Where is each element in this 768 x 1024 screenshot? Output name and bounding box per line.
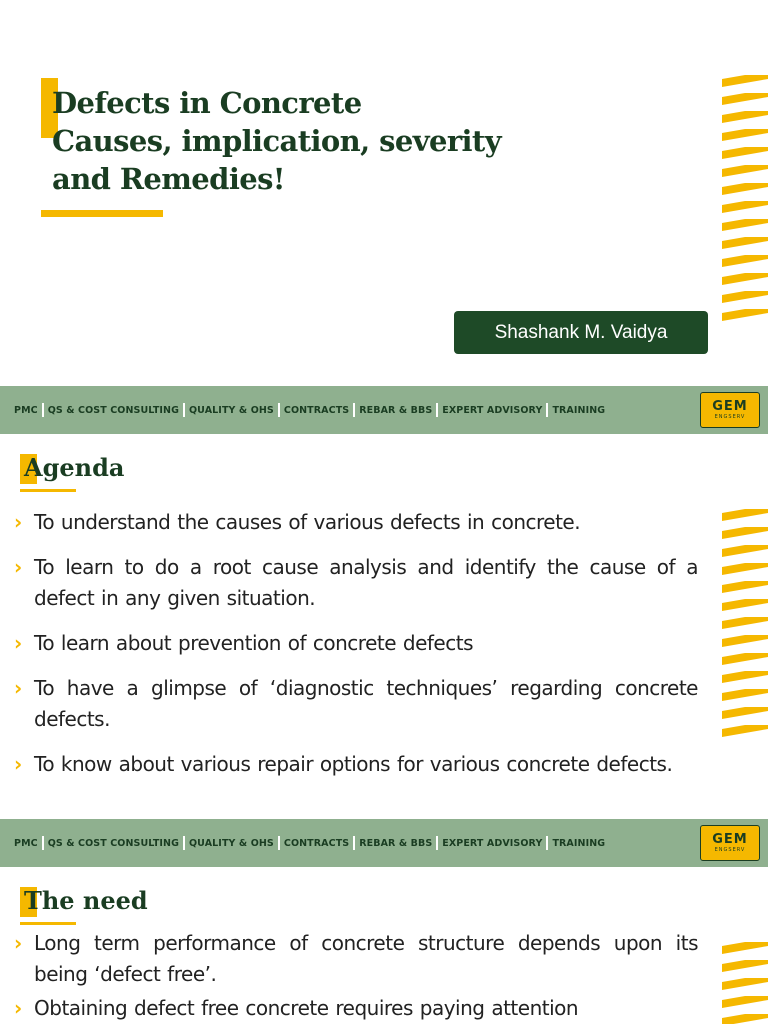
chevron-stripe-icon [722, 1014, 768, 1024]
band-separator [183, 836, 185, 850]
chevron-stripe-icon [722, 960, 768, 972]
logo-subtext: ENGSERV [714, 414, 746, 420]
bullet-text: To know about various repair options for various concrete defects. [34, 752, 673, 776]
bullet-text: To understand the causes of various defects in concrete. [34, 510, 581, 534]
title-line-2: Causes, implication, severity [52, 124, 501, 158]
chevron-stripe-icon [722, 617, 768, 629]
chevron-stripe-icon [722, 689, 768, 701]
heading-underline [20, 489, 76, 492]
chevron-stripe-icon [722, 129, 768, 141]
service-item: QUALITY & OHS [189, 404, 274, 416]
chevron-stripe-icon [722, 581, 768, 593]
band-separator [436, 836, 438, 850]
service-item: QS & COST CONSULTING [47, 837, 179, 849]
company-logo [700, 825, 760, 861]
bullet-item [14, 673, 698, 735]
bullet-text: To learn about prevention of concrete defects [34, 631, 473, 655]
chevron-right-icon: › [14, 510, 22, 534]
band-separator [353, 836, 355, 850]
logo-text: GEM [712, 832, 748, 847]
chevron-stripe-icon [722, 707, 768, 719]
services-list [14, 819, 605, 867]
bullet-item [14, 928, 698, 990]
service-item: QS & COST CONSULTING [47, 404, 179, 416]
services-band [0, 386, 768, 434]
title-underline [41, 210, 163, 217]
chevron-stripe-icon [722, 291, 768, 303]
bullet-item [14, 749, 698, 780]
band-separator [546, 403, 548, 417]
chevron-stripe-icon [722, 147, 768, 159]
chevron-stripe-icon [722, 653, 768, 665]
logo-subtext: ENGSERV [714, 847, 746, 853]
chevron-stripe-icon [722, 978, 768, 990]
chevron-stripe-icon [722, 725, 768, 737]
chevron-stripe-icon [722, 93, 768, 105]
title-line-3: and Remedies! [52, 162, 285, 196]
chevron-right-icon: › [14, 931, 22, 955]
service-item: REBAR & BBS [359, 837, 433, 849]
chevron-stripe-icon [722, 75, 768, 87]
chevron-stripe-icon [722, 509, 768, 521]
chevron-stripe-icon [722, 309, 768, 321]
service-item: PMC [14, 404, 38, 416]
band-separator [42, 836, 44, 850]
chevron-stripe-icon [722, 671, 768, 683]
service-item: CONTRACTS [283, 404, 350, 416]
chevron-stripe-icon [722, 273, 768, 285]
chevron-stripe-icon [722, 996, 768, 1008]
band-separator [183, 403, 185, 417]
bullet-item [14, 993, 698, 1024]
agenda-heading: Agenda [24, 453, 125, 482]
chevron-right-icon: › [14, 555, 22, 579]
bullet-text: Obtaining defect free concrete requires paying attention [34, 996, 579, 1020]
service-item: QUALITY & OHS [189, 837, 274, 849]
chevron-stripe-icon [722, 255, 768, 267]
chevron-right-icon: › [14, 752, 22, 776]
bullet-text: To have a glimpse of ‘diagnostic techniques’ regarding concrete defects. [34, 676, 698, 731]
chevron-stripe-icon [722, 527, 768, 539]
chevron-stripe-icon [722, 545, 768, 557]
agenda-bullets [14, 507, 698, 794]
company-logo [700, 392, 760, 428]
chevron-stripe-icon [722, 201, 768, 213]
chevron-stripe-icon [722, 942, 768, 954]
band-separator [278, 836, 280, 850]
chevron-stripe-icon [722, 219, 768, 231]
title-line-1: Defects in Concrete [52, 86, 362, 120]
service-item: TRAINING [552, 837, 606, 849]
services-list [14, 386, 605, 434]
chevron-right-icon: › [14, 631, 22, 655]
heading-underline [20, 922, 76, 925]
bullet-item [14, 552, 698, 614]
bullet-item [14, 507, 698, 538]
need-slide [0, 867, 768, 1024]
service-item: CONTRACTS [283, 837, 350, 849]
chevron-stripe-icon [722, 563, 768, 575]
band-separator [353, 403, 355, 417]
chevron-stripe-icon [722, 237, 768, 249]
band-separator [278, 403, 280, 417]
chevron-stripe-icon [722, 599, 768, 611]
chevron-stripe-icon [722, 183, 768, 195]
chevron-stripes-decoration [722, 942, 768, 1024]
bullet-text: To learn to do a root cause analysis and identify the cause of a defect in any given situation. [34, 555, 698, 610]
agenda-slide [0, 434, 768, 818]
band-separator [546, 836, 548, 850]
chevron-right-icon: › [14, 676, 22, 700]
service-item: EXPERT ADVISORY [442, 837, 543, 849]
chevron-right-icon: › [14, 996, 22, 1020]
need-heading: The need [24, 886, 148, 915]
chevron-stripes-decoration [722, 509, 768, 743]
bullet-text: Long term performance of concrete structure depends upon its being ‘defect free’. [34, 931, 698, 986]
chevron-stripe-icon [722, 165, 768, 177]
need-bullets [14, 928, 698, 1024]
service-item: PMC [14, 837, 38, 849]
band-separator [436, 403, 438, 417]
chevron-stripe-icon [722, 111, 768, 123]
chevron-stripe-icon [722, 635, 768, 647]
slide-title [52, 84, 572, 198]
bullet-item [14, 628, 698, 659]
service-item: EXPERT ADVISORY [442, 404, 543, 416]
service-item: REBAR & BBS [359, 404, 433, 416]
author-badge: Shashank M. Vaidya [454, 311, 708, 354]
service-item: TRAINING [552, 404, 606, 416]
services-band [0, 819, 768, 867]
chevron-stripes-decoration [722, 75, 768, 327]
title-slide [0, 0, 768, 384]
band-separator [42, 403, 44, 417]
logo-text: GEM [712, 399, 748, 414]
